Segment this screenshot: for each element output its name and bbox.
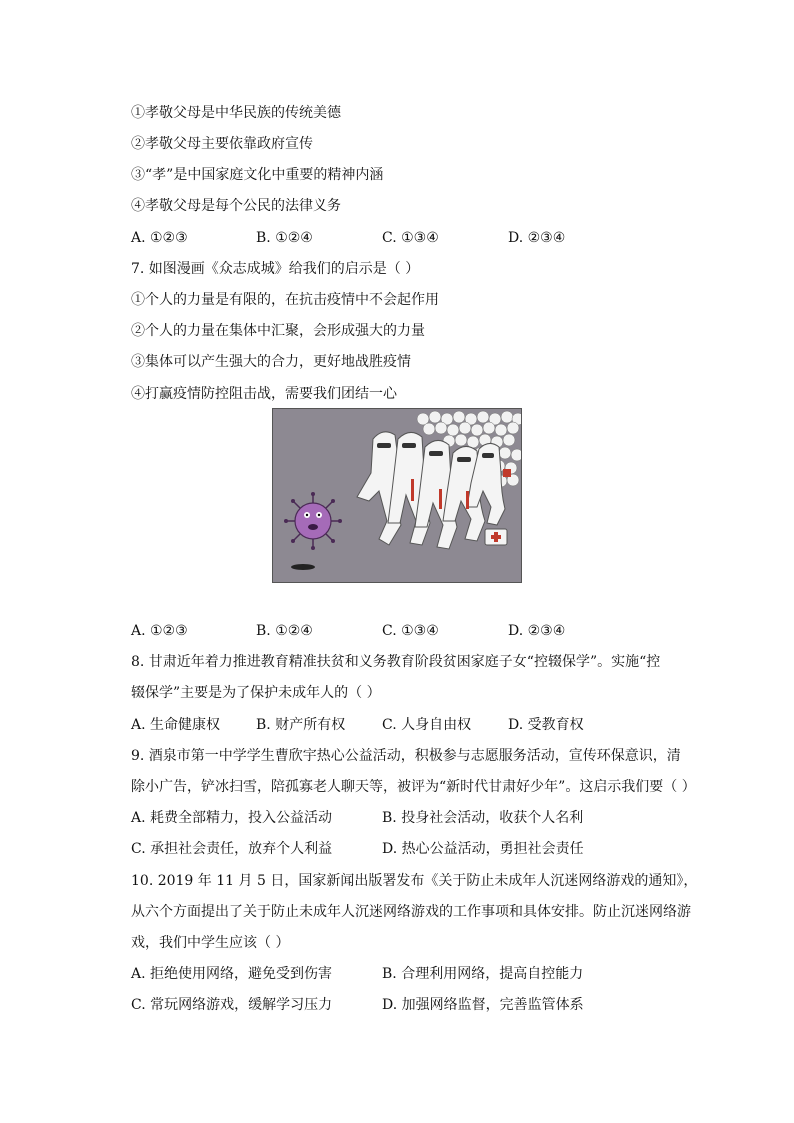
q8-option-c: C. 人身自由权: [382, 717, 472, 733]
q8-option-a: A. 生命健康权: [131, 717, 221, 733]
q10-stem-line-2: 从六个方面提出了关于防止未成年人沉迷网络游戏的工作事项和具体安排。防止沉迷网络游: [131, 904, 691, 920]
q10-option-d: D. 加强网络监督，完善监管体系: [382, 997, 584, 1013]
q6-option-d: D. ②③④: [508, 230, 566, 246]
cartoon-image: [272, 408, 522, 583]
q10-option-c: C. 常玩网络游戏，缓解学习压力: [131, 997, 333, 1013]
q7-option-a: A. ①②③: [131, 623, 188, 639]
q7-statement-2: ②个人的力量在集体中汇聚，会形成强大的力量: [131, 323, 425, 339]
q7-stem: 7. 如图漫画《众志成城》给我们的启示是（ ）: [131, 261, 420, 277]
q8-option-d: D. 受教育权: [508, 717, 584, 733]
q8-stem-line-1: 8. 甘肃近年着力推进教育精准扶贫和义务教育阶段贫困家庭子女“控辍保学”。实施“控: [131, 654, 661, 670]
q6-statement-1: ①孝敬父母是中华民族的传统美德: [131, 105, 341, 121]
q6-option-a: A. ①②③: [131, 230, 188, 246]
q9-option-c: C. 承担社会责任，放弃个人利益: [131, 841, 333, 857]
q8-stem-line-2: 辍保学”主要是为了保护未成年人的（ ）: [131, 685, 381, 701]
q10-option-b: B. 合理利用网络，提高自控能力: [382, 966, 584, 982]
q10-option-a: A. 拒绝使用网络，避免受到伤害: [131, 966, 333, 982]
q9-option-d: D. 热心公益活动，勇担社会责任: [382, 841, 584, 857]
q9-stem-line-2: 除小广告，铲冰扫雪，陪孤寡老人聊天等，被评为“新时代甘肃好少年”。这启示我们要（ ）: [131, 779, 696, 795]
q7-option-d: D. ②③④: [508, 623, 566, 639]
q7-statement-4: ④打赢疫情防控阻击战，需要我们团结一心: [131, 386, 397, 402]
q6-statement-4: ④孝敬父母是每个公民的法律义务: [131, 198, 341, 214]
q7-statement-1: ①个人的力量是有限的，在抗击疫情中不会起作用: [131, 292, 439, 308]
q6-option-c: C. ①③④: [382, 230, 439, 246]
q9-option-b: B. 投身社会活动，收获个人名利: [382, 810, 584, 826]
q8-option-b: B. 财产所有权: [256, 717, 346, 733]
q9-option-a: A. 耗费全部精力，投入公益活动: [131, 810, 333, 826]
q7-statement-3: ③集体可以产生强大的合力，更好地战胜疫情: [131, 354, 411, 370]
q6-statement-3: ③“孝”是中国家庭文化中重要的精神内涵: [131, 167, 384, 183]
q7-option-c: C. ①③④: [382, 623, 439, 639]
q7-option-b: B. ①②④: [256, 623, 313, 639]
q10-stem-line-1: 10. 2019 年 11 月 5 日，国家新闻出版署发布《关于防止未成年人沉迷网络游戏的通知》，: [131, 873, 698, 889]
q6-option-b: B. ①②④: [256, 230, 313, 246]
q9-stem-line-1: 9. 酒泉市第一中学学生曹欣宇热心公益活动，积极参与志愿服务活动，宣传环保意识，清: [131, 748, 681, 764]
q10-stem-line-3: 戏，我们中学生应该（ ）: [131, 935, 290, 951]
q6-statement-2: ②孝敬父母主要依靠政府宣传: [131, 136, 313, 152]
